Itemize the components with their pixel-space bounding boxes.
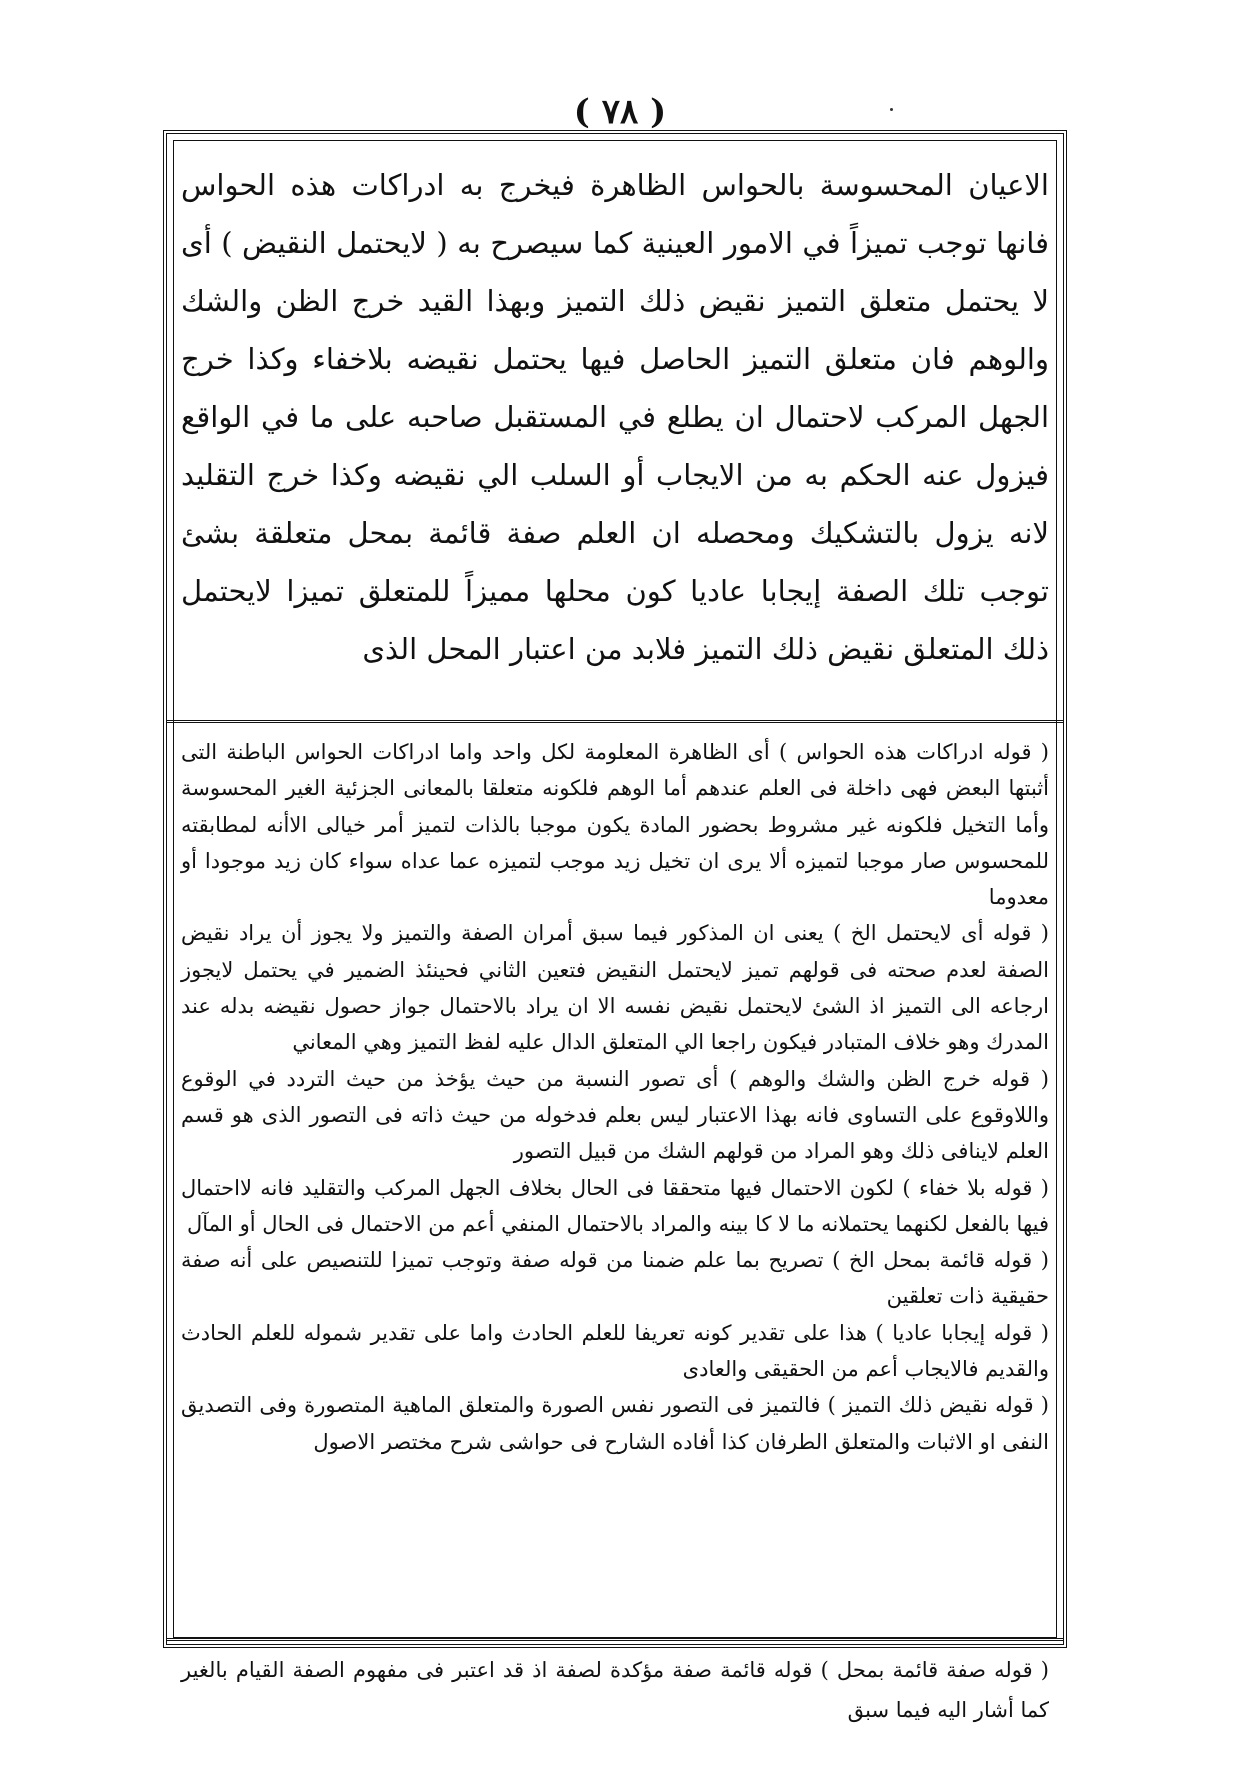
commentary-paragraph-2: ( قوله أى لايحتمل الخ ) يعنى ان المذكور فيما سبق أمران الصفة والتميز ولا يجوز أن يراد نقيض الصفة لعدم صحته فى قولهم تميز لايحتمل النقيض فتعين الثاني فحينئذ الضمير في يحتمل لايجوز ارجاعه الى التميز اذ الشئ لايحتمل نقيض نفسه الا ان يراد بالاحتمال جواز حصول نقيضه بدله عند المدرك وهو خلاف المتبادر فيكون راجعا الي المتعلق الدال عليه لفظ التميز وهي المعاني <box>181 921 1049 1055</box>
section-divider <box>167 1638 1063 1641</box>
main-text-block <box>181 156 1049 706</box>
commentary-paragraph-4: ( قوله بلا خفاء ) لكون الاحتمال فيها متحققا فى الحال بخلاف الجهل المركب والتقليد فانه لااحتمال فيها بالفعل لكنهما يحتملانه ما لا كا بينه والمراد بالاحتمال المنفي أعم من الاحتمال فى الحال أو المآل <box>181 1175 1049 1236</box>
footnote-block <box>181 1650 1049 1770</box>
main-text-paragraph: الاعيان المحسوسة بالحواس الظاهرة فيخرج به ادراكات هذه الحواس فانها توجب تميزاً في الامور العينية كما سيصرح به ( لايحتمل النقيض ) أى لا يحتمل متعلق التميز نقيض ذلك التميز وبهذا القيد خرج الظن والشك والوهم فان متعلق التميز الحاصل فيها يحتمل نقيضه بلاخفاء وكذا خرج الجهل المركب لاحتمال ان يطلع في المستقبل صاحبه على ما في الواقع فيزول عنه الحكم به من الايجاب أو السلب الي نقيضه وكذا خرج التقليد لانه يزول بالتشكيك ومحصله ان العلم صفة قائمة بمحل متعلقة بشئ توجب تلك الصفة إيجابا عاديا كون محلها مميزاً للمتعلق تميزا لايحتمل ذلك المتعلق نقيض ذلك التميز فلابد من اعتبار المحل الذى <box>181 168 1049 666</box>
commentary-paragraph-3: ( قوله خرج الظن والشك والوهم ) أى تصور النسبة من حيث يؤخذ من حيث التردد في الوقوع واللاوقوع على التساوى فانه بهذا الاعتبار ليس بعلم فدخوله من حيث ذاته فى التصور الذى هو قسم العلم لاينافى ذلك وهو المراد من قولهم الشك من قبيل التصور <box>181 1066 1049 1164</box>
footnote-paragraph: ( قوله صفة قائمة بمحل ) قوله قائمة صفة مؤكدة لصفة اذ قد اعتبر فى مفهوم الصفة القيام بالغير كما أشار اليه فيما سبق <box>181 1658 1049 1722</box>
page-frame <box>163 130 1067 1722</box>
page-number: ( ٧٨ ) <box>573 92 667 132</box>
commentary-paragraph-7: ( قوله نقيض ذلك التميز ) فالتميز فى التصور نفس الصورة والمتعلق الماهية المتصورة وفى التصديق النفى او الاثبات والمتعلق الطرفان كذا أفاده الشارح فى حواشى شرح مختصر الاصول <box>181 1393 1049 1454</box>
commentary-paragraph-1: ( قوله ادراكات هذه الحواس ) أى الظاهرة المعلومة لكل واحد واما ادراكات الحواس الباطنة التى أثبتها البعض فهى داخلة فى العلم عندهم أما الوهم فلكونه متعلقا بالمعانى الجزئية الغير المحسوسة وأما التخيل فلكونه غير مشروط بحضور المادة يكون موجبا بالذات لتميز أمر خيالى الاأنه لمطابقته للمحسوس صار موجبا لتميزه ألا يرى ان تخيل زيد موجب لتميزه عما عداه سواء كان زيد موجودا أو معدوما <box>181 740 1049 910</box>
ink-speck <box>890 108 893 111</box>
section-divider <box>167 720 1063 723</box>
commentary-block <box>181 734 1049 1629</box>
commentary-paragraph-5: ( قوله قائمة بمحل الخ ) تصريح بما علم ضمنا من قوله صفة وتوجب تميزا للتنصيص على أنه صفة حقيقية ذات تعلقين <box>181 1248 1049 1309</box>
commentary-paragraph-6: ( قوله إيجابا عاديا ) هذا على تقدير كونه تعريفا للعلم الحادث واما على تقدير شموله للعلم الحادث والقديم فالايجاب أعم من الحقيقى والعادى <box>181 1320 1049 1382</box>
